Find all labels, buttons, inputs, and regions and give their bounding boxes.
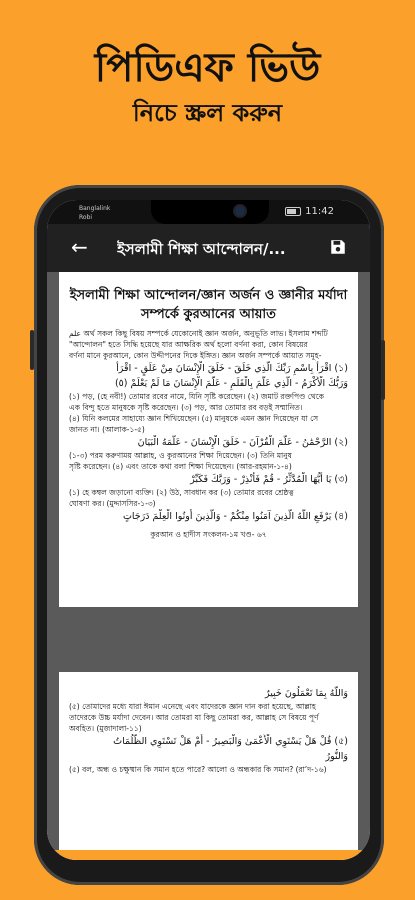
pdf-line: অবহিত। (মুজাদালা-১১) [69,724,142,733]
promo-subtitle: নিচে স্ক্রল করুন [132,99,283,127]
pdf-ayah: (৩) يَا أَيُّهَا الْمُدَّثِّرُ - قُمْ فَأَنْذِرْ - وَرَبَّكَ فَكَبِّرْ [190,474,348,485]
pdf-ayah: (৫) قُلْ هَلْ يَسْتَوِي الْأَعْمَىٰ وَالْبَصِيرُ - أَمْ هَلْ تَسْتَوِي الظُّلُمَاتُ [113,736,348,747]
save-icon[interactable] [329,238,347,256]
pdf-line: (৪) যিনি কলমের সাহায্যে জ্ঞান শিখিয়েছেন। (৫) মানুষকে এমন জ্ঞান দিয়েছেন যা সে [69,414,319,423]
pdf-line: (৫) তোমাদের মধ্যে যারা ঈমান এনেছে এবং যাদেরকে জ্ঞান দান করা হয়েছে, আল্লাহ [69,702,316,711]
pdf-source: কুরআন ও হাদীস সংকলন-১ম খণ্ড- ৬৭ [150,530,267,539]
pdf-line: (১) হে কম্বল জড়ানো ব্যক্তি। (২) উঠ, সাবধান কর (৩) তোমার রবের শ্রেষ্ঠত্ব [69,488,294,497]
app-bar [47,224,370,272]
pdf-line: (১) পড়, (হে নবী!) তোমার রবের নামে, যিনি সৃষ্টি করেছেন। (২) জমাট রক্তপিণ্ড থেকে [69,392,324,401]
status-bar [47,200,370,224]
carrier-label: Banglalink Robi [79,205,111,221]
pdf-viewer[interactable] [47,272,370,860]
status-time: 11:42 [305,206,334,217]
camera-notch [151,200,269,224]
phone-button-left [30,330,34,370]
front-camera-icon [235,206,245,216]
pdf-ayah: (২) الرَّحْمَٰنُ - عَلَّمَ الْقُرْآنَ - خَلَقَ الْإِنْسَانَ - عَلَّمَهُ الْبَيَانَ [137,437,348,448]
pdf-line: তাদেরকে উচ্চ মর্যাদা দেবেন। আর তোমরা যা কিছু তোমরা কর, আল্লাহ সে বিষয়ে পূর্ণ [69,713,319,722]
status-right [285,206,334,217]
pdf-line: জানত না। (আলাক-১-৫) [69,425,145,434]
pdf-line: (১-৩) পরম করুণাময় আল্লাহ, ও কুরআনের শিক্ষা দিয়েছেন। (৩) তিনি মানুষ [69,451,292,460]
battery-icon [285,207,301,216]
arrow-left-icon[interactable]: ← [71,235,88,259]
pdf-page-2 [59,672,358,860]
phone-button-right [381,340,385,400]
pdf-heading: ইসলামী শিক্ষা আন্দোলন/জ্ঞান অর্জন ও জ্ঞানীর মর্যাদা সম্পর্কে কুরআনের আয়াত [69,288,348,322]
pdf-line: এক বিন্দু হতে মানুষকে সৃষ্টি করেছেন। (৩) পড়, আর তোমার রব বড়ই সম্মানিত। [69,403,303,412]
app-bar-title: ইসলামী শিক্ষা আন্দোলন/... [117,240,286,258]
pdf-ayah: وَالنُّورُ [325,751,348,762]
pdf-line: "আন্দোলন" হতে সিদ্ধি হয়েছে যার আক্ষরিক অর্থ হলো বর্ণনা করা, কোন বিষয়ের [69,340,308,349]
promo-title: পিডিএফ ভিউ [94,45,321,91]
pdf-ayah: (৪) يَرْفَعِ اللَّهُ الَّذِينَ آمَنُوا مِنْكُمْ - وَالَّذِينَ أُوتُوا الْعِلْمَ دَرَجَاتٍ [122,511,348,522]
pdf-ayah: وَاللَّهُ بِمَا تَعْمَلُونَ خَبِيرٌ [264,688,348,699]
pdf-line: علم অর্থ সকল কিছু বিষয় সম্পর্কে যেকোনোই জ্ঞান অর্জন, অনুভূতি লাভ। ইসলাম শব্দটি [69,329,328,338]
pdf-line: (৫) বল, অন্ধ ও চক্ষুষ্মান কি সমান হতে পারে? আলো ও অন্ধকার কি সমান? (রা’দ-১৬) [69,765,327,774]
pdf-page-1 [59,272,358,607]
pdf-ayah: وَرَبُّكَ الْأَكْرَمُ - الَّذِي عَلَّمَ بِالْقَلَمِ - عَلَّمَ الْإِنْسَانَ مَا لَمْ يَعْلَمْ (٥) [114,378,348,389]
bottom-edge [47,850,370,860]
device-screen [47,200,370,860]
pdf-line: সৃষ্টি করেছেন। (৪) এবং তাকে কথা বলা শিক্ষা দিয়েছেন। (আর-রহমান-১-৪) [69,462,292,471]
pdf-line: ঘোষণা কর। (মুদ্দাসসির-১-৩) [69,499,156,508]
pdf-ayah: (১) اقْرَأْ بِاسْمِ رَبِّكَ الَّذِي خَلَقَ - خَلَقَ الْإِنْسَانَ مِنْ عَلَقٍ - اقْرَأْ [116,363,348,374]
pdf-line: বর্ণনা মানে কুরআনে, কোন উদ্দীপনের দিকে ইঙ্গিত। জ্ঞান অর্জন সম্পর্কে আয়াত সমূহ- [69,351,322,360]
